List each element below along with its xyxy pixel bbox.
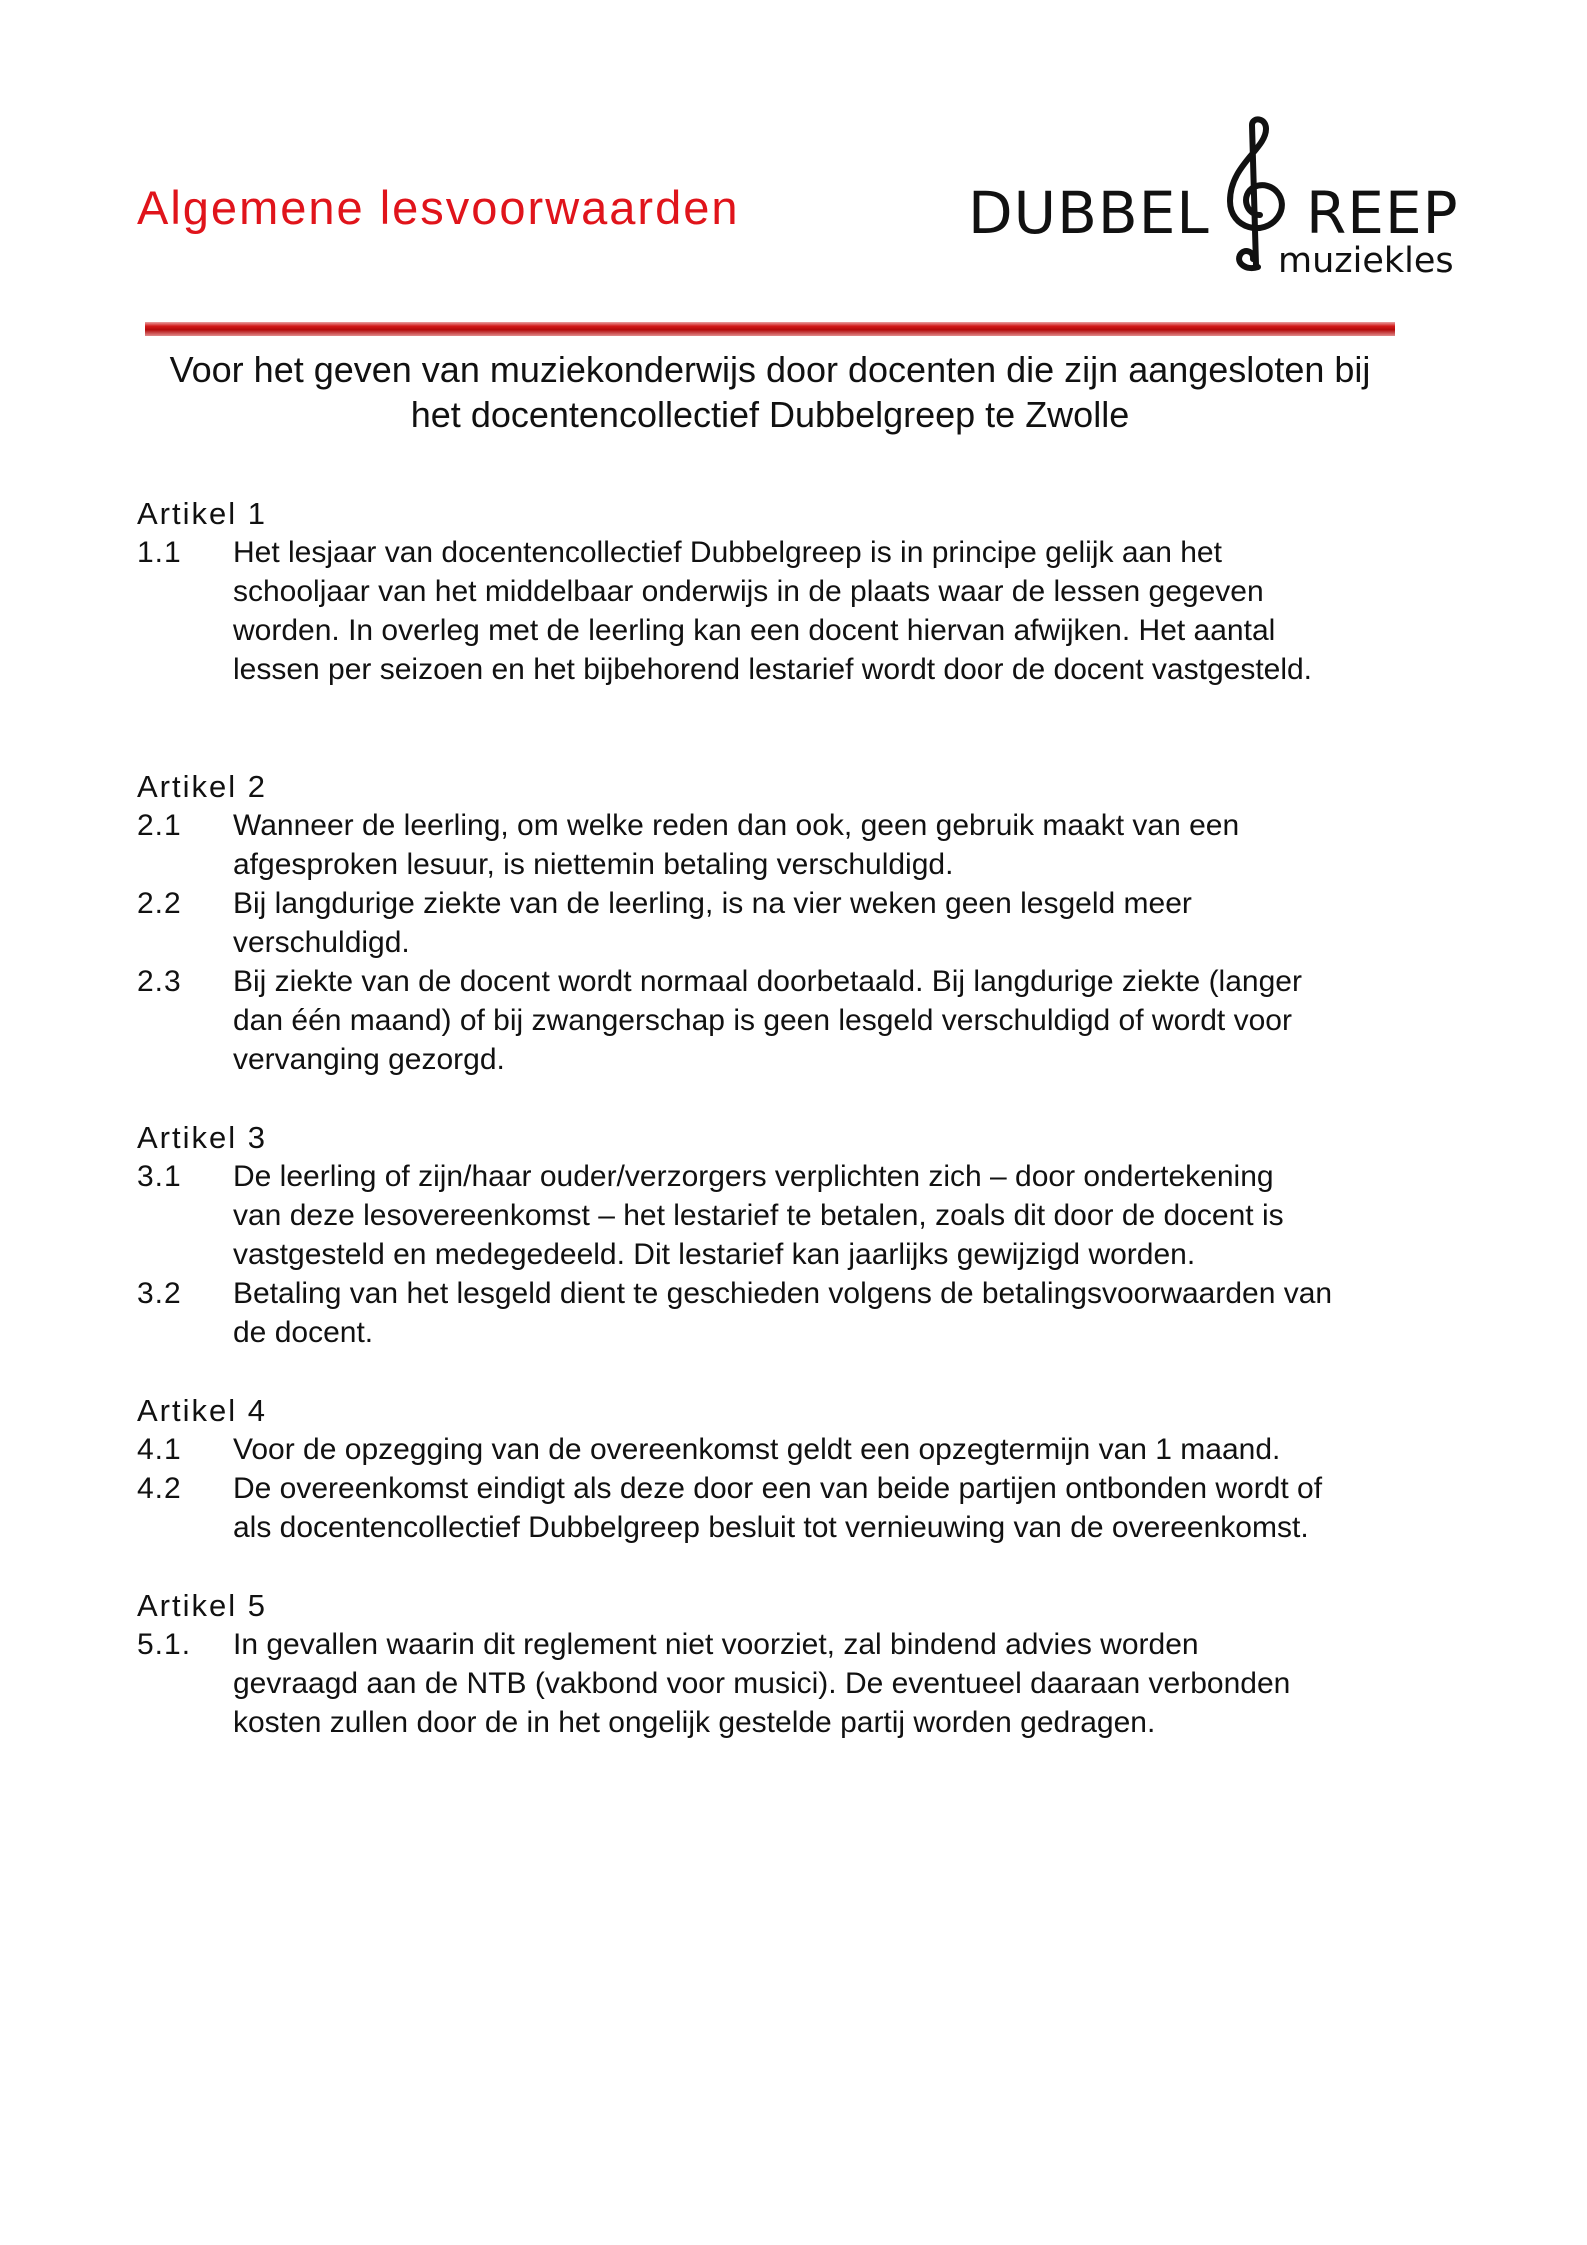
- clause: [137, 1157, 1427, 1274]
- logo-word-left: DUBBEL: [968, 179, 1210, 247]
- article-heading: Artikel 3: [137, 1120, 267, 1155]
- subtitle-line-2: het docentencollectief Dubbelgreep te Zwolle: [410, 394, 1130, 435]
- article-3: [137, 1118, 1427, 1352]
- clause-text: Betaling van het lesgeld dient te geschieden volgens de betalingsvoorwaarden van de docent.: [233, 1277, 1333, 1349]
- clause-text: De leerling of zijn/haar ouder/verzorgers verplichten zich – door ondertekening van deze lesovereenkomst – het lestarief te betalen, zoals dit door de docent is vastgesteld en medegedeeld. Dit lestarief kan jaarlijks gewijzigd worden.: [233, 1160, 1284, 1271]
- article-heading: Artikel 2: [137, 769, 267, 804]
- document-subtitle: [120, 347, 1420, 437]
- clause-text: Wanneer de leerling, om welke reden dan ook, geen gebruik maakt van een afgesproken lesuur, is niettemin betaling verschuldigd.: [233, 809, 1240, 881]
- subtitle-line-1: Voor het geven van muziekonderwijs door docenten die zijn aangesloten bij: [169, 349, 1371, 390]
- clause-text: Bij ziekte van de docent wordt normaal doorbetaald. Bij langdurige ziekte (langer dan één maand) of bij zwangerschap is geen lesgeld verschuldigd of wordt voor vervanging gezorgd.: [233, 965, 1302, 1076]
- clause: [137, 884, 1427, 962]
- document-title: Algemene lesvoorwaarden: [137, 181, 740, 234]
- logo-tagline: muziekles: [1278, 241, 1454, 281]
- clause-number: 4.2: [137, 1472, 182, 1505]
- articles-list: [137, 494, 1427, 1742]
- article-2: [137, 767, 1427, 1079]
- clause-text: Het lesjaar van docentencollectief Dubbelgreep is in principe gelijk aan het schooljaar van het middelbaar onderwijs in de plaats waar de lessen gegeven worden. In overleg met de leerling kan een docent hiervan afwijken. Het aantal lessen per seizoen en het bijbehorend lestarief wordt door de docent vastgesteld.: [233, 536, 1313, 686]
- clause: [137, 806, 1427, 884]
- article-5: [137, 1586, 1427, 1742]
- clause: [137, 533, 1427, 689]
- clause-number: 3.2: [137, 1277, 182, 1310]
- clause: [137, 1274, 1427, 1352]
- article-1: [137, 494, 1427, 689]
- clause: [137, 962, 1427, 1079]
- clause-number: 2.3: [137, 965, 182, 998]
- clause-number: 5.1.: [137, 1628, 192, 1661]
- article-4: [137, 1391, 1427, 1547]
- clause-number: 1.1: [137, 536, 182, 569]
- article-heading: Artikel 4: [137, 1393, 267, 1428]
- clause-text: In gevallen waarin dit reglement niet voorziet, zal bindend advies worden gevraagd aan de NTB (vakbond voor musici). De eventueel daaraan verbonden kosten zullen door de in het ongelijk gestelde partij worden gedragen.: [233, 1628, 1291, 1739]
- logo-word-right: REEP: [1306, 179, 1459, 247]
- clause-text: De overeenkomst eindigt als deze door een van beide partijen ontbonden wordt of als docentencollectief Dubbelgreep besluit tot vernieuwing van de overeenkomst.: [233, 1472, 1323, 1544]
- clause-text: Bij langdurige ziekte van de leerling, is na vier weken geen lesgeld meer verschuldigd.: [233, 887, 1192, 959]
- clause-text: Voor de opzegging van de overeenkomst geldt een opzegtermijn van 1 maand.: [233, 1433, 1281, 1466]
- article-heading: Artikel 1: [137, 496, 267, 531]
- clause: [137, 1469, 1427, 1547]
- header-divider: [145, 322, 1395, 336]
- clause-number: 4.1: [137, 1433, 182, 1466]
- clause: [137, 1625, 1427, 1742]
- clause-number: 2.2: [137, 887, 182, 920]
- clause-number: 2.1: [137, 809, 182, 842]
- article-heading: Artikel 5: [137, 1588, 267, 1623]
- dubbelgreep-logo: [960, 115, 1460, 285]
- clause-number: 3.1: [137, 1160, 182, 1193]
- clause: [137, 1430, 1427, 1469]
